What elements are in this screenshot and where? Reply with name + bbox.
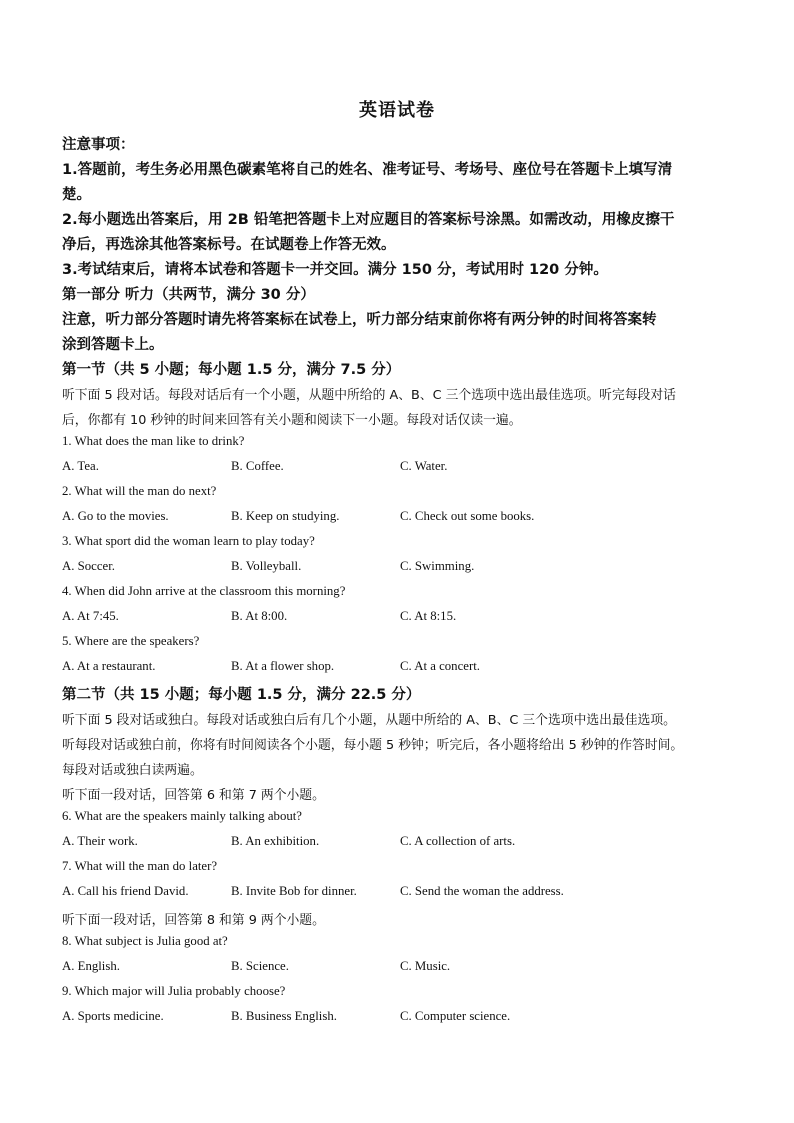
q4-option-b: B. At 8:00. [231,609,288,623]
q8-option-b: B. Science. [231,959,289,973]
section2-instructions: 听下面 5 段对话或独白。每段对话或独白后有几个小题，从题中所给的 A、B、C 三个选项中选出最佳选项。 [62,713,676,728]
section1-instructions: 听下面 5 段对话。每段对话后有一个小题，从题中所给的 A、B、C 三个选项中选出最佳选项。听完每段对话 [62,388,676,403]
part1-note-cont: 涂到答题卡上。 [62,337,164,353]
q9-option-c: C. Computer science. [400,1009,511,1023]
q5-option-a: A. At a restaurant. [62,659,156,673]
q2-option-b: B. Keep on studying. [231,509,340,523]
section2-instructions-cont: 听每段对话或独白前，你将有时间阅读各个小题，每小题 5 秒钟；听完后，各小题将给出 5 秒钟的作答时间。 [62,738,684,753]
q1-option-a: A. Tea. [62,459,99,473]
q8-option-c: C. Music. [400,959,451,973]
question-4: 4. When did John arrive at the classroom this morning? [62,584,346,598]
q1-option-b: B. Coffee. [231,459,284,473]
q4-option-c: C. At 8:15. [400,609,457,623]
question-7: 7. What will the man do later? [62,859,218,873]
q1-option-c: C. Water. [400,459,448,473]
section1-instructions-cont: 后，你都有 10 秒钟的时间来回答有关小题和阅读下一小题。每段对话仅读一遍。 [62,413,522,428]
notice-item-2-cont: 净后，再选涂其他答案标号。在试题卷上作答无效。 [62,237,396,253]
q9-option-a: A. Sports medicine. [62,1009,164,1023]
question-1: 1. What does the man like to drink? [62,434,245,448]
notice-heading: 注意事项： [62,137,135,153]
q8-option-a: A. English. [62,959,120,973]
section1-heading: 第一节（共 5 小题；每小题 1.5 分，满分 7.5 分） [62,362,401,378]
notice-item-1-cont: 楚。 [62,187,91,203]
notice-item-2: 2.每小题选出答案后，用 2B 铅笔把答题卡上对应题目的答案标号涂黑。如需改动，用橡皮擦干 [62,212,675,228]
q3-option-b: B. Volleyball. [231,559,302,573]
q6-option-c: C. A collection of arts. [400,834,516,848]
group-1-prompt: 听下面一段对话，回答第 6 和第 7 两个小题。 [62,788,325,803]
q6-option-b: B. An exhibition. [231,834,320,848]
q3-option-a: A. Soccer. [62,559,115,573]
q4-option-a: A. At 7:45. [62,609,119,623]
question-6: 6. What are the speakers mainly talking about? [62,809,302,823]
page-title: 英语试卷 [359,100,435,121]
notice-item-3: 3.考试结束后，请将本试卷和答题卡一并交回。满分 150 分，考试用时 120 分钟。 [62,262,608,278]
q2-option-a: A. Go to the movies. [62,509,169,523]
q7-option-b: B. Invite Bob for dinner. [231,884,357,898]
section2-heading: 第二节（共 15 小题；每小题 1.5 分，满分 22.5 分） [62,687,421,703]
q5-option-b: B. At a flower shop. [231,659,335,673]
notice-item-1: 1.答题前，考生务必用黑色碳素笔将自己的姓名、准考证号、考场号、座位号在答题卡上填写清 [62,162,673,178]
question-9: 9. Which major will Julia probably choose? [62,984,286,998]
q9-option-b: B. Business English. [231,1009,337,1023]
question-2: 2. What will the man do next? [62,484,217,498]
question-3: 3. What sport did the woman learn to play today? [62,534,315,548]
question-5: 5. Where are the speakers? [62,634,200,648]
part1-heading: 第一部分 听力（共两节，满分 30 分） [62,287,315,303]
q7-option-c: C. Send the woman the address. [400,884,564,898]
q7-option-a: A. Call his friend David. [62,884,189,898]
part1-note: 注意，听力部分答题时请先将答案标在试卷上，听力部分结束前你将有两分钟的时间将答案转 [62,312,657,328]
group-2-prompt: 听下面一段对话，回答第 8 和第 9 两个小题。 [62,913,325,928]
q5-option-c: C. At a concert. [400,659,480,673]
q6-option-a: A. Their work. [62,834,138,848]
question-8: 8. What subject is Julia good at? [62,934,228,948]
section2-instructions-end: 每段对话或独白读两遍。 [62,763,203,778]
q2-option-c: C. Check out some books. [400,509,535,523]
q3-option-c: C. Swimming. [400,559,475,573]
